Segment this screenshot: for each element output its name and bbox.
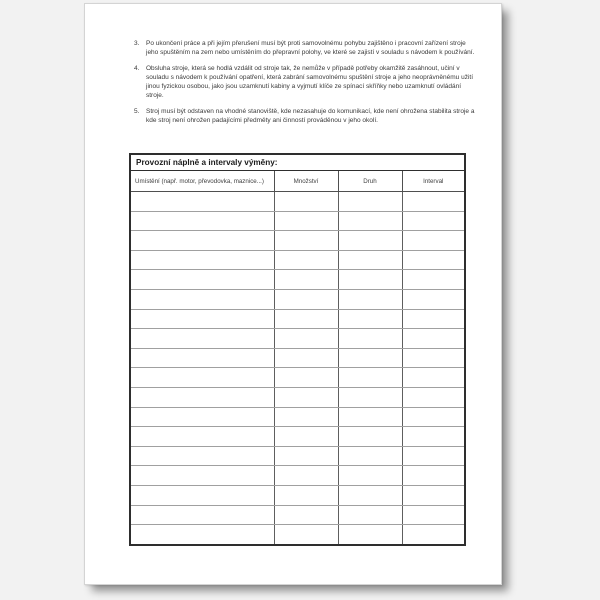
table-cell-empty (338, 231, 402, 251)
table-row (130, 446, 465, 466)
table-cell-empty (338, 387, 402, 407)
list-item-text: Obsluha stroje, která se hodlá vzdálit od stroje tak, že nemůže v případě potřeby okamžitě zasáhnout, učiní v souladu s návodem k používání opatření, která zabrání samovolnému spuštění stroje a jeho neoprávněnému užití jinou fyzickou osobou, jako jsou uzamknutí kabiny a vyjmutí klíče ze spínací skříňky nebo uzamknutí ovládání stroje. (146, 65, 473, 99)
table-cell-empty (130, 485, 274, 505)
table-cell-empty (130, 231, 274, 251)
table-cell-empty (130, 211, 274, 231)
table-cell-empty (338, 289, 402, 309)
table-cell-empty (338, 446, 402, 466)
table-cell-empty (402, 446, 465, 466)
table-cell-empty (130, 289, 274, 309)
table-cell-empty (274, 250, 338, 270)
table-row (130, 348, 465, 368)
document-page (84, 3, 502, 585)
table-title: Provozní náplně a intervaly výměny: (130, 154, 465, 171)
table-row (130, 387, 465, 407)
table-cell-empty (274, 485, 338, 505)
table-cell-empty (402, 485, 465, 505)
table-cell-empty (130, 407, 274, 427)
table-cell-empty (338, 348, 402, 368)
table-cell-empty (402, 329, 465, 349)
table-cell-empty (130, 250, 274, 270)
table-cell-empty (274, 505, 338, 525)
table-cell-empty (274, 309, 338, 329)
table-cell-empty (338, 466, 402, 486)
table-cell-empty (274, 270, 338, 290)
table-row (130, 192, 465, 212)
table-row (130, 270, 465, 290)
table-cell-empty (402, 289, 465, 309)
table-cell-empty (338, 505, 402, 525)
list-item (134, 107, 479, 125)
table-cell-empty (274, 407, 338, 427)
table-cell-empty (274, 427, 338, 447)
column-header-quantity: Množství (274, 171, 338, 192)
table-cell-empty (130, 387, 274, 407)
table-body (130, 192, 465, 545)
table-cell-empty (274, 192, 338, 212)
table-row (130, 309, 465, 329)
table-row (130, 368, 465, 388)
fluids-intervals-table (129, 153, 466, 546)
table-cell-empty (402, 309, 465, 329)
table-cell-empty (130, 466, 274, 486)
table-cell-empty (402, 250, 465, 270)
table-cell-empty (338, 270, 402, 290)
table-header-row (130, 171, 465, 192)
table-cell-empty (130, 446, 274, 466)
table-cell-empty (338, 368, 402, 388)
table-cell-empty (130, 192, 274, 212)
list-item-text: Stroj musí být odstaven na vhodné stanoviště, kde nezasahuje do komunikací, kde není ohrožena stabilita stroje a kde stroj není ohrožen padajícími předměty ani činností prováděnou v jeho okolí. (146, 108, 475, 124)
table-head (130, 154, 465, 192)
table-cell-empty (274, 368, 338, 388)
table-cell-empty (402, 211, 465, 231)
column-header-interval: Interval (402, 171, 465, 192)
table-row (130, 231, 465, 251)
table-row (130, 329, 465, 349)
list-item-text: Po ukončení práce a při jejím přerušení musí být proti samovolnému pohybu zajištěno i pracovní zařízení stroje jeho spuštěním na zem nebo umístěním do přepravní polohy, ve které se zajistí v souladu s návodem k používání. (146, 40, 475, 56)
table-row (130, 466, 465, 486)
table-cell-empty (274, 289, 338, 309)
table-cell-empty (130, 505, 274, 525)
table-cell-empty (274, 211, 338, 231)
table-cell-empty (402, 387, 465, 407)
table-cell-empty (338, 525, 402, 545)
table-row (130, 250, 465, 270)
table-title-row (130, 154, 465, 171)
table-cell-empty (338, 211, 402, 231)
table-cell-empty (338, 329, 402, 349)
table-cell-empty (402, 427, 465, 447)
table-cell-empty (402, 231, 465, 251)
table-row (130, 485, 465, 505)
list-item-number: 4. (134, 65, 140, 72)
table-cell-empty (130, 309, 274, 329)
table-cell-empty (130, 270, 274, 290)
table-row (130, 407, 465, 427)
table-cell-empty (338, 485, 402, 505)
table-cell-empty (402, 270, 465, 290)
column-header-location: Umístění (např. motor, převodovka, maznice...) (130, 171, 274, 192)
list-item (134, 64, 479, 100)
table-row (130, 289, 465, 309)
list-item-number: 3. (134, 40, 140, 47)
table-cell-empty (130, 525, 274, 545)
table-row (130, 211, 465, 231)
list-item-number: 5. (134, 108, 140, 115)
table-cell-empty (130, 368, 274, 388)
table-row (130, 525, 465, 545)
table-cell-empty (274, 387, 338, 407)
table-cell-empty (402, 466, 465, 486)
table-cell-empty (402, 505, 465, 525)
table-cell-empty (274, 466, 338, 486)
table-cell-empty (338, 309, 402, 329)
table-cell-empty (130, 348, 274, 368)
table-cell-empty (338, 250, 402, 270)
table-cell-empty (338, 407, 402, 427)
table-cell-empty (338, 427, 402, 447)
column-header-type: Druh (338, 171, 402, 192)
table-cell-empty (402, 525, 465, 545)
table-cell-empty (402, 348, 465, 368)
table-row (130, 427, 465, 447)
table-cell-empty (402, 368, 465, 388)
table-row (130, 505, 465, 525)
table-cell-empty (338, 192, 402, 212)
table-cell-empty (402, 407, 465, 427)
list-item (134, 39, 479, 57)
table-cell-empty (274, 446, 338, 466)
numbered-list (134, 39, 479, 125)
table-cell-empty (130, 427, 274, 447)
table-cell-empty (274, 348, 338, 368)
table-cell-empty (274, 329, 338, 349)
table-cell-empty (274, 525, 338, 545)
table-cell-empty (130, 329, 274, 349)
table-cell-empty (402, 192, 465, 212)
table-cell-empty (274, 231, 338, 251)
